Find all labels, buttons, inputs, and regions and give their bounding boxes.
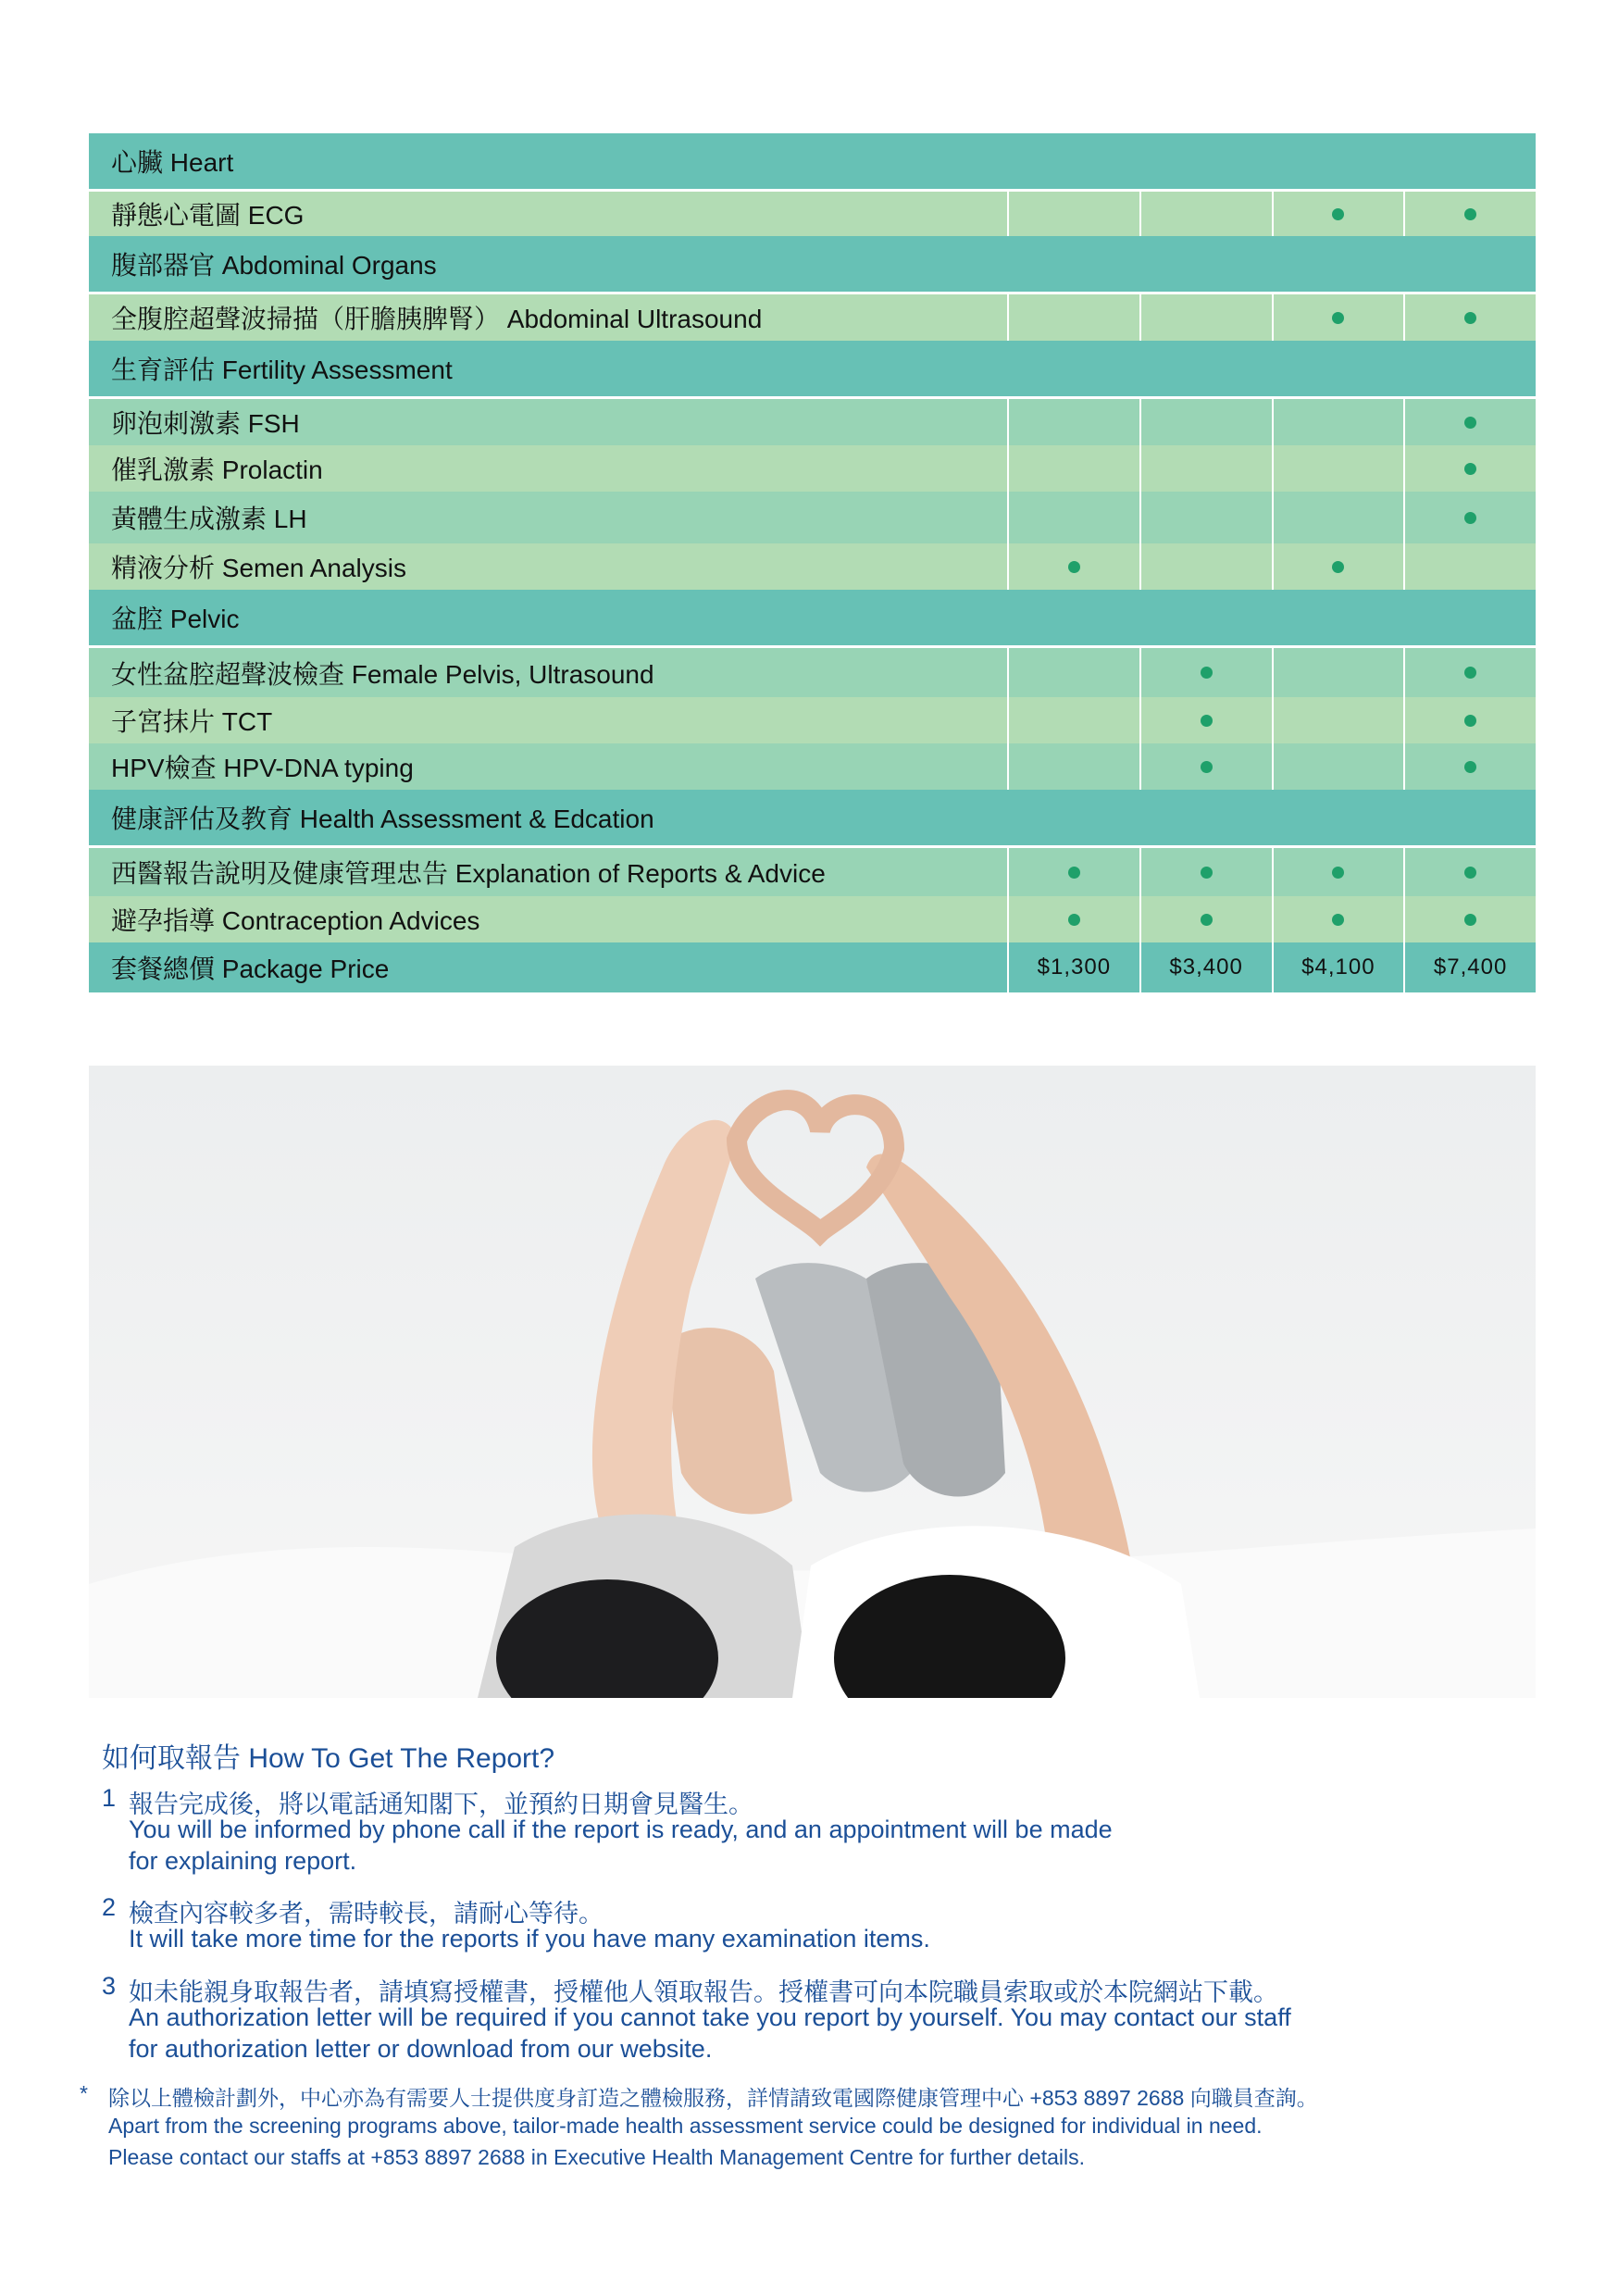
- table-row: [89, 192, 1536, 236]
- included-dot-icon: [1464, 914, 1476, 926]
- package-cell: [1403, 743, 1536, 790]
- table-row: [89, 399, 1536, 445]
- section-header: [89, 133, 1536, 192]
- table-row: [89, 294, 1536, 341]
- step-1-zh: 報告完成後，將以電話通知閣下，並預約日期會見醫生。: [129, 1791, 753, 1818]
- section-title: 生育評估 Fertility Assessment: [111, 356, 453, 384]
- package-cell: [1403, 543, 1536, 590]
- package-cell: [1007, 543, 1139, 590]
- package-cell: [1007, 896, 1139, 942]
- included-dot-icon: [1201, 914, 1213, 926]
- item-label: 避孕指導 Contraception Advices: [111, 906, 480, 935]
- item-label: 西醫報告說明及健康管理忠告 Explanation of Reports & Advice: [111, 859, 826, 888]
- item-label: 女性盆腔超聲波檢查 Female Pelvis, Ultrasound: [111, 659, 654, 689]
- package-cell: [1139, 543, 1272, 590]
- table-row: [89, 648, 1536, 697]
- included-dot-icon: [1201, 867, 1213, 879]
- package-cell: [1272, 697, 1404, 743]
- step-1-en-line2: for explaining report.: [129, 1847, 357, 1875]
- step-3-zh: 如未能親身取報告者，請填寫授權書，授權他人領取報告。授權書可向本院職員索取或於本院網站下載。: [129, 1978, 1278, 2006]
- package-price: $3,400: [1139, 942, 1272, 992]
- package-cell: [1007, 445, 1139, 492]
- included-dot-icon: [1332, 914, 1344, 926]
- section-header: [89, 236, 1536, 294]
- note-asterisk: *: [80, 2081, 88, 2105]
- package-cell: [1403, 697, 1536, 743]
- included-dot-icon: [1332, 561, 1344, 573]
- price-label: 套餐總價 Package Price: [111, 955, 390, 983]
- included-dot-icon: [1332, 867, 1344, 879]
- included-dot-icon: [1332, 312, 1344, 324]
- included-dot-icon: [1464, 463, 1476, 475]
- package-cell: [1007, 743, 1139, 790]
- package-cell: [1272, 896, 1404, 942]
- package-cell: [1403, 294, 1536, 341]
- included-dot-icon: [1332, 208, 1344, 220]
- item-label: 靜態心電圖 ECG: [111, 201, 305, 230]
- package-price-row: [89, 942, 1536, 992]
- step-2-en-line1: It will take more time for the reports if you have many examination items.: [129, 1925, 930, 1953]
- step-1-en-line1: You will be informed by phone call if the report is ready, and an appointment will be made: [129, 1816, 1113, 1843]
- included-dot-icon: [1464, 312, 1476, 324]
- package-cell: [1139, 743, 1272, 790]
- note-en-line2: Please contact our staffs at +853 8897 2688 in Executive Health Management Centre for further details.: [108, 2145, 1086, 2169]
- section-title: 盆腔 Pelvic: [111, 605, 240, 633]
- item-label: 子宮抹片 TCT: [111, 707, 273, 736]
- package-cell: [1139, 896, 1272, 942]
- step-2-zh: 檢查內容較多者，需時較長，請耐心等待。: [129, 1900, 604, 1928]
- package-cell: [1272, 543, 1404, 590]
- package-cell: [1007, 399, 1139, 445]
- package-cell: [1007, 848, 1139, 896]
- included-dot-icon: [1464, 512, 1476, 524]
- package-cell: [1403, 896, 1536, 942]
- item-label: 黃體生成激素 LH: [111, 505, 307, 533]
- package-price: $7,400: [1403, 942, 1536, 992]
- note-en-line1: Apart from the screening programs above, tailor-made health assessment service could be designed for individual in need.: [108, 2114, 1263, 2138]
- table-row: [89, 896, 1536, 942]
- table-row: [89, 445, 1536, 492]
- section-header: [89, 790, 1536, 848]
- package-cell: [1272, 648, 1404, 697]
- note-zh: 除以上體檢計劃外，中心亦為有需要人士提供度身訂造之體檢服務，詳情請致電國際健康管理中心 +853 8897 2688 向職員查詢。: [108, 2086, 1318, 2110]
- package-price: $4,100: [1272, 942, 1404, 992]
- package-cell: [1139, 445, 1272, 492]
- step-3-en-line2: for authorization letter or download from our website.: [129, 2035, 713, 2063]
- table-row: [89, 543, 1536, 590]
- package-cell: [1007, 192, 1139, 236]
- included-dot-icon: [1201, 667, 1213, 679]
- package-cell: [1403, 445, 1536, 492]
- step-number: 3: [102, 1972, 117, 2000]
- included-dot-icon: [1201, 761, 1213, 773]
- included-dot-icon: [1068, 561, 1080, 573]
- package-price: $1,300: [1007, 942, 1139, 992]
- included-dot-icon: [1068, 867, 1080, 879]
- item-label: 催乳激素 Prolactin: [111, 455, 323, 484]
- package-cell: [1139, 399, 1272, 445]
- package-cell: [1007, 697, 1139, 743]
- section-header: [89, 341, 1536, 399]
- package-cell: [1139, 492, 1272, 543]
- package-cell: [1272, 192, 1404, 236]
- package-cell: [1007, 294, 1139, 341]
- package-comparison-table: [89, 133, 1536, 992]
- included-dot-icon: [1464, 715, 1476, 727]
- photo-illustration: [89, 1066, 1536, 1698]
- item-label: 全腹腔超聲波掃描（肝膽胰脾腎） Abdominal Ultrasound: [111, 305, 763, 333]
- package-cell: [1139, 294, 1272, 341]
- included-dot-icon: [1464, 867, 1476, 879]
- section-title: 心臟 Heart: [111, 148, 234, 177]
- package-cell: [1403, 399, 1536, 445]
- step-number: 1: [102, 1784, 117, 1812]
- package-cell: [1007, 492, 1139, 543]
- package-cell: [1403, 648, 1536, 697]
- report-title: 如何取報告 How To Get The Report?: [102, 1743, 555, 1774]
- section-title: 腹部器官 Abdominal Organs: [111, 251, 437, 280]
- step-3-en-line1: An authorization letter will be required if you cannot take you report by yourself. You may contact our staff: [129, 2003, 1291, 2031]
- package-cell: [1007, 648, 1139, 697]
- section-header: [89, 590, 1536, 648]
- package-cell: [1139, 192, 1272, 236]
- included-dot-icon: [1464, 761, 1476, 773]
- package-cell: [1272, 445, 1404, 492]
- package-cell: [1272, 848, 1404, 896]
- included-dot-icon: [1201, 715, 1213, 727]
- package-cell: [1272, 492, 1404, 543]
- package-cell: [1272, 743, 1404, 790]
- package-cell: [1272, 399, 1404, 445]
- package-cell: [1139, 648, 1272, 697]
- couple-heart-photo: [89, 1066, 1536, 1698]
- item-label: HPV檢查 HPV-DNA typing: [111, 754, 414, 782]
- included-dot-icon: [1464, 417, 1476, 429]
- item-label: 精液分析 Semen Analysis: [111, 554, 406, 582]
- item-label: 卵泡刺激素 FSH: [111, 409, 300, 438]
- included-dot-icon: [1068, 914, 1080, 926]
- table-row: [89, 492, 1536, 543]
- section-title: 健康評估及教育 Health Assessment & Edcation: [111, 805, 654, 833]
- package-cell: [1403, 492, 1536, 543]
- included-dot-icon: [1464, 667, 1476, 679]
- table-row: [89, 848, 1536, 896]
- package-cell: [1139, 697, 1272, 743]
- package-cell: [1139, 848, 1272, 896]
- package-cell: [1272, 294, 1404, 341]
- step-number: 2: [102, 1893, 117, 1921]
- included-dot-icon: [1464, 208, 1476, 220]
- package-cell: [1403, 848, 1536, 896]
- table-row: [89, 697, 1536, 743]
- package-cell: [1403, 192, 1536, 236]
- table-row: [89, 743, 1536, 790]
